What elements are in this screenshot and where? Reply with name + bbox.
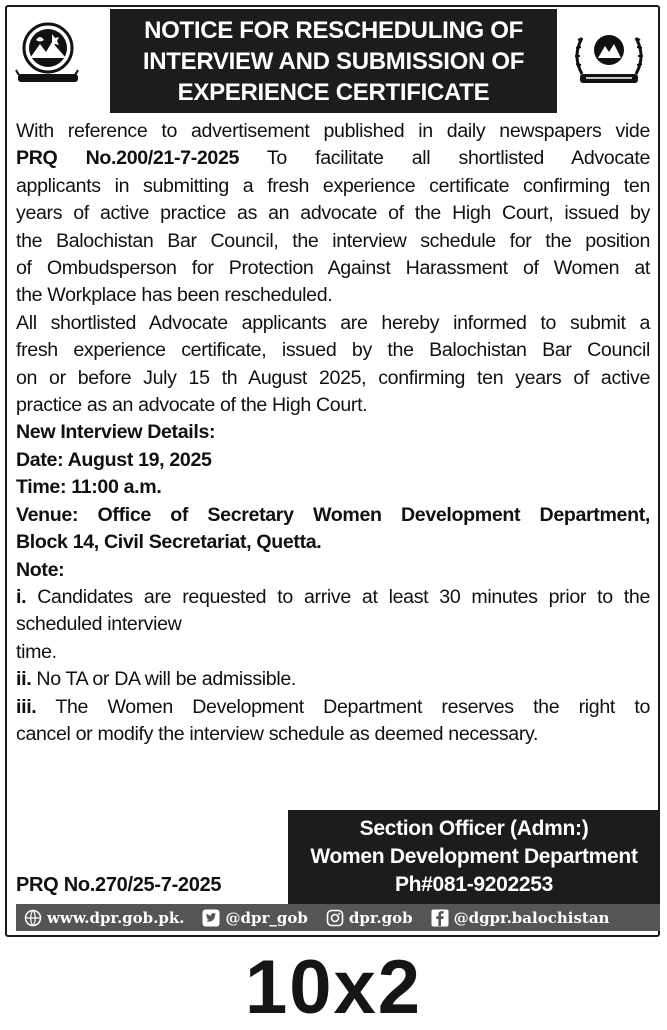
note-text: scheduled interview [16,613,182,636]
para2-line: All shortlisted Advocate applicants are hereby informed to submit a [16,311,650,334]
note-item [16,694,650,721]
para2-line: fresh experience certificate, issued by the Balochistan Bar Council [16,339,650,362]
note-text: Candidates are requested to arrive at least 30 minutes prior to the [26,585,650,608]
para1-line: the Balochistan Bar Council, the interview schedule for the position [16,229,650,252]
title-line: EXPERIENCE CERTIFICATE [177,78,490,106]
prq-reference: PRQ No.200/21-7-2025 [16,147,240,170]
para1-line: of Ombudsperson for Protection Against Harassment of Women at [16,257,650,280]
details-heading: New Interview Details: [16,421,216,444]
note-text: cancel or modify the interview schedule as deemed necessary. [16,722,539,745]
para1-text: To facilitate all shortlisted Advocate [239,147,650,170]
signature-department: Women Development Department [310,845,638,868]
para1-line: the Workplace has been rescheduled. [16,284,333,307]
twitter-link[interactable] [202,909,307,927]
para1-line: years of active practice as an advocate of the High Court, issued by [16,202,650,225]
notice-body [16,118,650,748]
dgpr-emblem-logo [564,26,654,88]
interview-venue: Venue: Office of Secretary Women Development Department, [16,503,650,526]
twitter-icon [202,909,220,927]
signature-block [288,810,660,904]
instagram-icon [326,909,344,927]
note-item [16,666,650,693]
note-text: time. [16,640,57,663]
title-line: INTERVIEW AND SUBMISSION OF [142,47,525,75]
instagram-link[interactable] [326,909,413,927]
note-text: No TA or DA will be admissible. [31,668,296,691]
signature-title: Section Officer (Admn:) [359,817,589,840]
globe-icon [24,909,42,927]
note-number: i. [16,585,27,608]
government-emblem-logo [12,20,82,92]
note-number: iii. [16,695,37,718]
twitter-handle: @dpr_gob [225,908,308,927]
facebook-link[interactable] [431,909,610,927]
prq-number: PRQ No.270/25-7-2025 [16,874,222,896]
interview-time: Time: 11:00 a.m. [16,476,162,499]
para1-line: applicants in submitting a fresh experience certificate confirming ten [16,174,650,197]
notice-title [110,9,557,113]
para2-line: practice as an advocate of the High Court. [16,394,368,417]
facebook-handle: @dgpr.balochistan [453,908,610,927]
note-heading: Note: [16,558,65,581]
social-footer [16,904,660,931]
title-line: NOTICE FOR RESCHEDULING OF [144,16,523,44]
interview-venue: Block 14, Civil Secretariat, Quetta. [16,531,322,554]
note-text: The Women Development Department reserves the right to [36,695,650,718]
note-number: ii. [16,668,32,691]
website-text: www.dpr.gob.pk. [47,908,185,927]
signature-phone: Ph#081-9202253 [394,873,554,896]
para2-line: on or before July 15 th August 2025, confirming ten years of active [16,366,650,389]
facebook-icon [431,909,449,927]
instagram-handle: dpr.gob [348,908,413,927]
note-item [16,584,650,611]
interview-date: Date: August 19, 2025 [16,448,212,471]
para1-line: With reference to advertisement published in daily newspapers vide [16,120,650,142]
website-link[interactable] [24,909,184,927]
ad-size-code: 10x2 [244,945,423,1030]
para1-line [16,145,650,172]
